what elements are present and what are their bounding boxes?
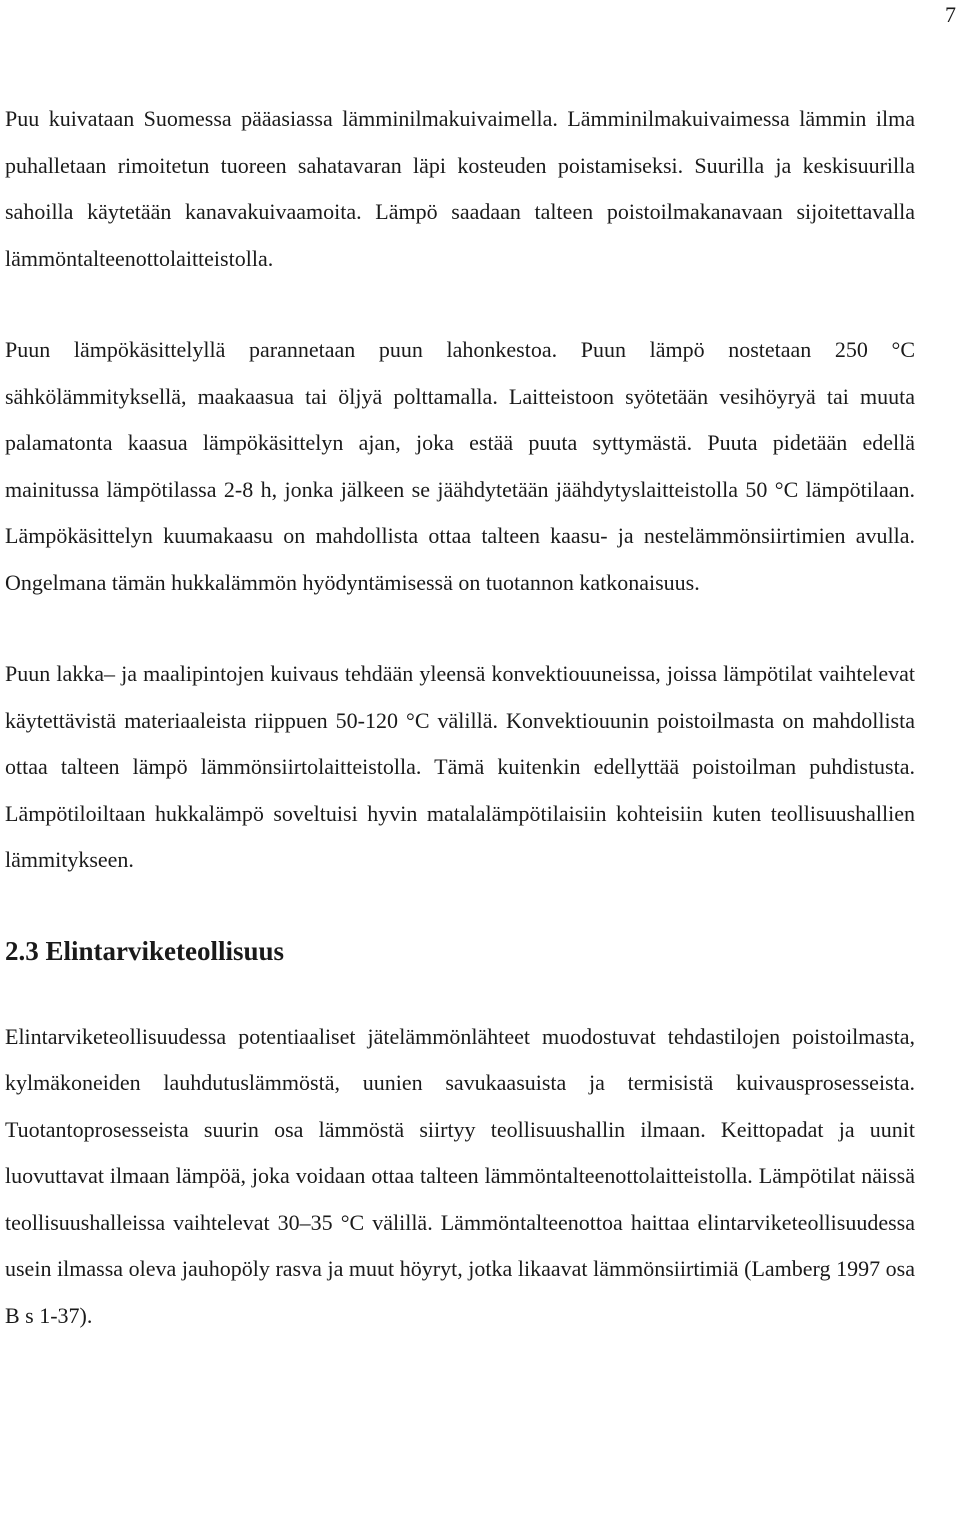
paragraph-food-industry: Elintarviketeollisuudessa potentiaaliset jätelämmönlähteet muodostuvat tehdastilojen poistoilmasta, kylmäkoneiden lauhdutuslämmöstä, uunien savukaasuista ja termisistä kuivausprosesseista. Tuotantoprosesseista suurin osa lämmöstä siirtyy teollisuushallin ilmaan. Keittopadat ja uunit luovuttavat ilmaan lämpöä, joka voidaan ottaa talteen lämmöntalteenottolaitteistolla. Lämpötilat näissä teollisuushalleissa vaihtelevat 30–35 °C välillä. Lämmöntalteenottoa haittaa elintarviketeollisuudessa usein ilmassa oleva jauhopöly rasva ja muut höyryt, jotka likaavat lämmönsiirtimiä (Lamberg 1997 osa B s 1-37). [5,1023,915,1328]
paragraph-lacquer-drying: Puun lakka– ja maalipintojen kuivaus tehdään yleensä konvektiouuneissa, joissa lämpötilat vaihtelevat käytettävistä materiaaleista riippuen 50-120 °C välillä. Konvektiouunin poistoilmasta on mahdollista ottaa talteen lämpö lämmönsiirtolaitteistolla. Tämä kuitenkin edellyttää poistoilman puhdistusta. Lämpötiloiltaan hukkalämpö soveltuisi hyvin matalalämpötilaisiin kohteisiin kuten teollisuushallien lämmitykseen. [5,661,915,872]
paragraph-heat-treatment: Puun lämpökäsittelyllä parannetaan puun lahonkestoa. Puun lämpö nostetaan 250 °C sähkölämmityksellä, maakaasua tai öljyä polttamalla. Laitteistoon syötetään vesihöyryä tai muuta palamatonta kaasua lämpökäsittelyn ajan, joka estää puuta syttymästä. Puuta pidetään edellä mainitussa lämpötilassa 2-8 h, jonka jälkeen se jäähdytetään jäähdytyslaitteistolla 50 °C lämpötilaan. Lämpökäsittelyn kuumakaasu on mahdollista ottaa talteen kaasu- ja nestelämmönsiirtimien avulla. Ongelmana tämän hukkalämmön hyödyntämisessä on tuotannon katkonaisuus. [5,337,915,595]
paragraph-wood-drying: Puu kuivataan Suomessa pääasiassa lämminilmakuivaimella. Lämminilmakuivaimessa lämmin ilma puhalletaan rimoitetun tuoreen sahatavaran läpi kosteuden poistamiseksi. Suurilla ja keskisuurilla sahoilla käytetään kanavakuivaamoita. Lämpö saadaan talteen poistoilmakanavaan sijoitettavalla lämmöntalteenottolaitteistolla. [5,106,915,271]
section-heading: 2.3 Elintarviketeollisuus [5,935,285,966]
page-number: 7 [945,2,956,27]
document-body [5,96,915,1339]
